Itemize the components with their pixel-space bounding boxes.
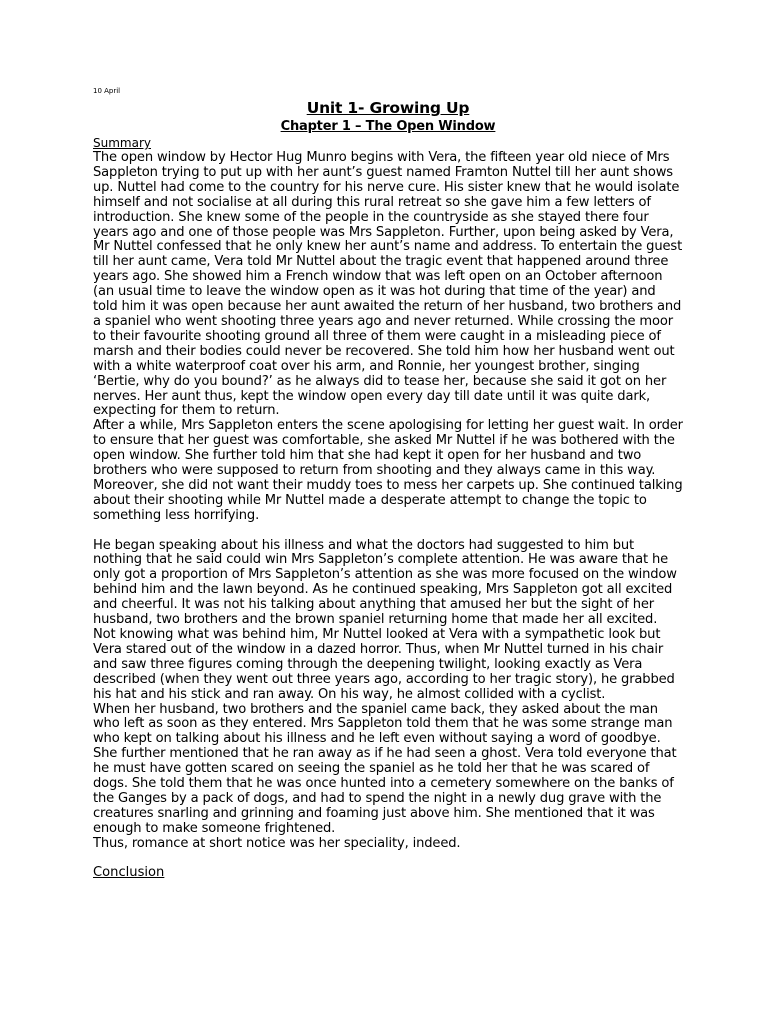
summary-paragraph-1: The open window by Hector Hug Munro begins with Vera, the fifteen year old niece of Mrs Sappleton trying to put up with her aunt’s guest named Framton Nuttel till her aunt shows up. Nuttel had come to the country for his nerve cure. His sister knew that he would isolate himself and not socialise at all during this rural retreat so she gave him a few letters of introduction. She knew some of the people in the countryside as she stayed there four years ago and one of those people was Mrs Sappleton. Further, upon being asked by Vera, Mr Nuttel confessed that he only knew her aunt’s name and address. To entertain the guest till her aunt came, Vera told Mr Nuttel about the tragic event that happened around three years ago. She showed him a French window that was left open on an October afternoon (an usual time to leave the window open as it was hot during that time of the year) and told him it was open because her aunt awaited the return of her husband, two brothers and a spaniel who went shooting three years ago and never returned. While crossing the moor to their favourite shooting ground all three of them were caught in a misleading piece of marsh and their bodies could never be recovered. She told him how her husband went out with a white waterproof coat over his arm, and Ronnie, her youngest brother, singing ‘Bertie, why do you bound?’ as he always did to tease her, because she said it got on her nerves. Her aunt thus, kept the window open every day till date until it was quite dark, expecting for them to return. bbox=[93, 150, 683, 419]
paragraph-spacer bbox=[93, 852, 683, 867]
chapter-title: Chapter 1 – The Open Window bbox=[280, 119, 496, 134]
summary-paragraph-5: Thus, romance at short notice was her speciality, indeed. bbox=[93, 835, 461, 851]
unit-title: Unit 1- Growing Up bbox=[306, 99, 470, 117]
summary-heading: Summary bbox=[93, 136, 151, 150]
summary-paragraph-3: He began speaking about his illness and what the doctors had suggested to him but nothing that he said could win Mrs Sappleton’s complete attention. He was aware that he only got a proportion of Mrs Sappleton’s attention as she was more focused on the window behind him and the lawn beyond. As he continued speaking, Mrs Sappleton got all excited and cheerful. It was not his talking about anything that amused her but the sight of her husband, two brothers and the brown spaniel returning home that made her all excited. Not knowing what was behind him, Mr Nuttel looked at Vera with a sympathetic look but Vera stared out of the window in a dazed horror. Thus, when Mr Nuttel turned in his chair and saw three figures coming through the deepening twilight, looking exactly as Vera described (when they went out three years ago, according to her tragic story), he grabbed his hat and his stick and ran away. On his way, he almost collided with a cyclist. bbox=[93, 537, 677, 702]
document-page bbox=[93, 86, 683, 881]
document-date: 10 April bbox=[93, 87, 121, 95]
paragraph-spacer bbox=[93, 524, 683, 539]
summary-paragraph-2: After a while, Mrs Sappleton enters the scene apologising for letting her guest wait. In order to ensure that her guest was comfortable, she asked Mr Nuttel if he was bothered with the open window. She further told him that she had kept it open for her husband and two brothers who were supposed to return from shooting and they always came in this way. Moreover, she did not want their muddy toes to mess her carpets up. She continued talking about their shooting while Mr Nuttel made a desperate attempt to change the topic to something less horrifying. bbox=[93, 418, 683, 523]
summary-paragraph-4: When her husband, two brothers and the spaniel came back, they asked about the man who left as soon as they entered. Mrs Sappleton told them that he was some strange man who kept on talking about his illness and he left even without saying a word of goodbye. She further mentioned that he ran away as if he had seen a ghost. Vera told everyone that he must have gotten scared on seeing the spaniel as he told her that he was scared of dogs. She told them that he was once hunted into a cemetery somewhere on the banks of the Ganges by a pack of dogs, and had to spend the night in a newly dug grave with the creatures snarling and grinning and foaming just above him. She mentioned that it was enough to make someone frightened. bbox=[93, 701, 677, 836]
conclusion-heading: Conclusion bbox=[93, 865, 165, 881]
